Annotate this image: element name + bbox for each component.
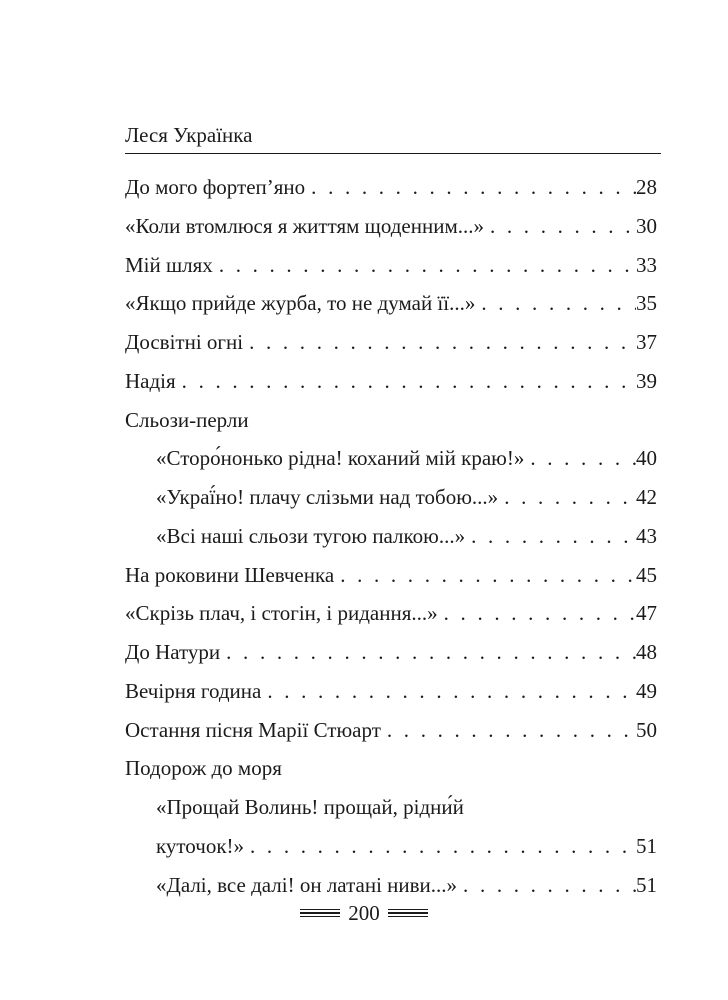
- dot-leader: [475, 284, 636, 323]
- toc-entry-title: «Украї́но! плачу слізьми над тобою...»: [156, 485, 499, 509]
- toc-entry: [125, 633, 657, 672]
- toc-entry: [125, 207, 657, 246]
- page-number: 200: [348, 901, 380, 925]
- toc-entry: [125, 168, 657, 207]
- toc-entry-page: 48: [636, 640, 657, 664]
- right-ornament-icon: [388, 909, 428, 918]
- toc-entry: [125, 711, 657, 750]
- toc-entry: [125, 556, 657, 595]
- toc-entry-title: «Далі, все далі! он латані ниви...»: [156, 872, 458, 897]
- running-header: [125, 122, 661, 154]
- dot-leader: [261, 672, 636, 711]
- toc-entry: [125, 594, 657, 633]
- toc-subentry: [125, 517, 657, 556]
- toc-entry-page: 51: [636, 872, 657, 897]
- toc-entry-title: «Всі наші сльози тугою палкою...»: [156, 523, 466, 548]
- toc-entry-title: куточок!»: [156, 833, 245, 858]
- toc-entry-title: «Сторо́нонько рідна! коханий мій краю!»: [156, 446, 525, 471]
- toc-entry-page: 33: [636, 252, 657, 277]
- toc-entry: [125, 284, 657, 323]
- toc-entry-title: До Натури: [125, 640, 221, 664]
- dot-leader: [220, 633, 636, 672]
- table-of-contents: [125, 168, 657, 904]
- toc-entry-title: Надія: [125, 368, 176, 393]
- toc-entry-page: 47: [636, 601, 657, 626]
- toc-entry-title: До мого фортеп’яно: [125, 175, 306, 199]
- toc-entry: [125, 672, 657, 711]
- toc-entry-title: «Скрізь плач, і стогін, і ридання...»: [125, 601, 438, 626]
- toc-section-heading: [125, 401, 657, 440]
- toc-entry-page: 28: [636, 175, 657, 199]
- toc-entry-page: 49: [636, 678, 657, 703]
- toc-entry: [125, 246, 657, 285]
- dot-leader: [438, 594, 636, 633]
- toc-subentry: [125, 439, 657, 478]
- toc-entry-title: «Прощай Волинь! прощай, рідни́й: [156, 795, 464, 819]
- toc-subentry: [125, 788, 657, 827]
- author-name: Леся Українка: [125, 123, 253, 147]
- toc-entry-title: Подорож до моря: [125, 756, 282, 781]
- toc-entry-title: Мій шлях: [125, 252, 213, 277]
- toc-subentry: [125, 478, 657, 517]
- dot-leader: [381, 711, 636, 750]
- toc-entry-title: «Якщо прийде журба, то не думай її...»: [125, 291, 476, 316]
- dot-leader: [243, 323, 636, 362]
- toc-entry-title: Остання пісня Марії Стюарт: [125, 717, 381, 742]
- dot-leader: [213, 246, 636, 285]
- toc-entry-page: 37: [636, 330, 657, 354]
- toc-entry-page: 35: [636, 291, 657, 316]
- toc-entry-title: «Коли втомлюся я життям щоденним...»: [125, 213, 484, 238]
- page-footer: [0, 898, 728, 928]
- toc-entry: [125, 362, 657, 401]
- dot-leader: [334, 556, 636, 595]
- dot-leader: [524, 439, 636, 478]
- toc-entry-page: 51: [636, 833, 657, 858]
- toc-entry: [125, 323, 657, 362]
- toc-entry-page: 50: [636, 717, 657, 742]
- toc-entry-page: 45: [636, 562, 657, 587]
- toc-entry-page: 40: [636, 446, 657, 471]
- toc-entry-page: 30: [636, 213, 657, 238]
- toc-entry-title: Сльози-перли: [125, 407, 249, 432]
- dot-leader: [498, 478, 636, 517]
- toc-entry-page: 43: [636, 523, 657, 548]
- toc-subentry-continuation: [125, 827, 657, 866]
- toc-entry-page: 39: [636, 368, 657, 393]
- toc-section-heading: [125, 749, 657, 788]
- dot-leader: [465, 517, 636, 556]
- dot-leader: [244, 827, 636, 866]
- dot-leader: [305, 168, 636, 207]
- toc-entry-title: Вечірня година: [125, 678, 262, 703]
- toc-entry-title: На роковини Шевченка: [125, 562, 335, 587]
- dot-leader: [484, 207, 636, 246]
- toc-entry-title: Досвітні огні: [125, 330, 244, 354]
- toc-entry-page: 42: [636, 485, 657, 509]
- left-ornament-icon: [300, 909, 340, 918]
- dot-leader: [176, 362, 636, 401]
